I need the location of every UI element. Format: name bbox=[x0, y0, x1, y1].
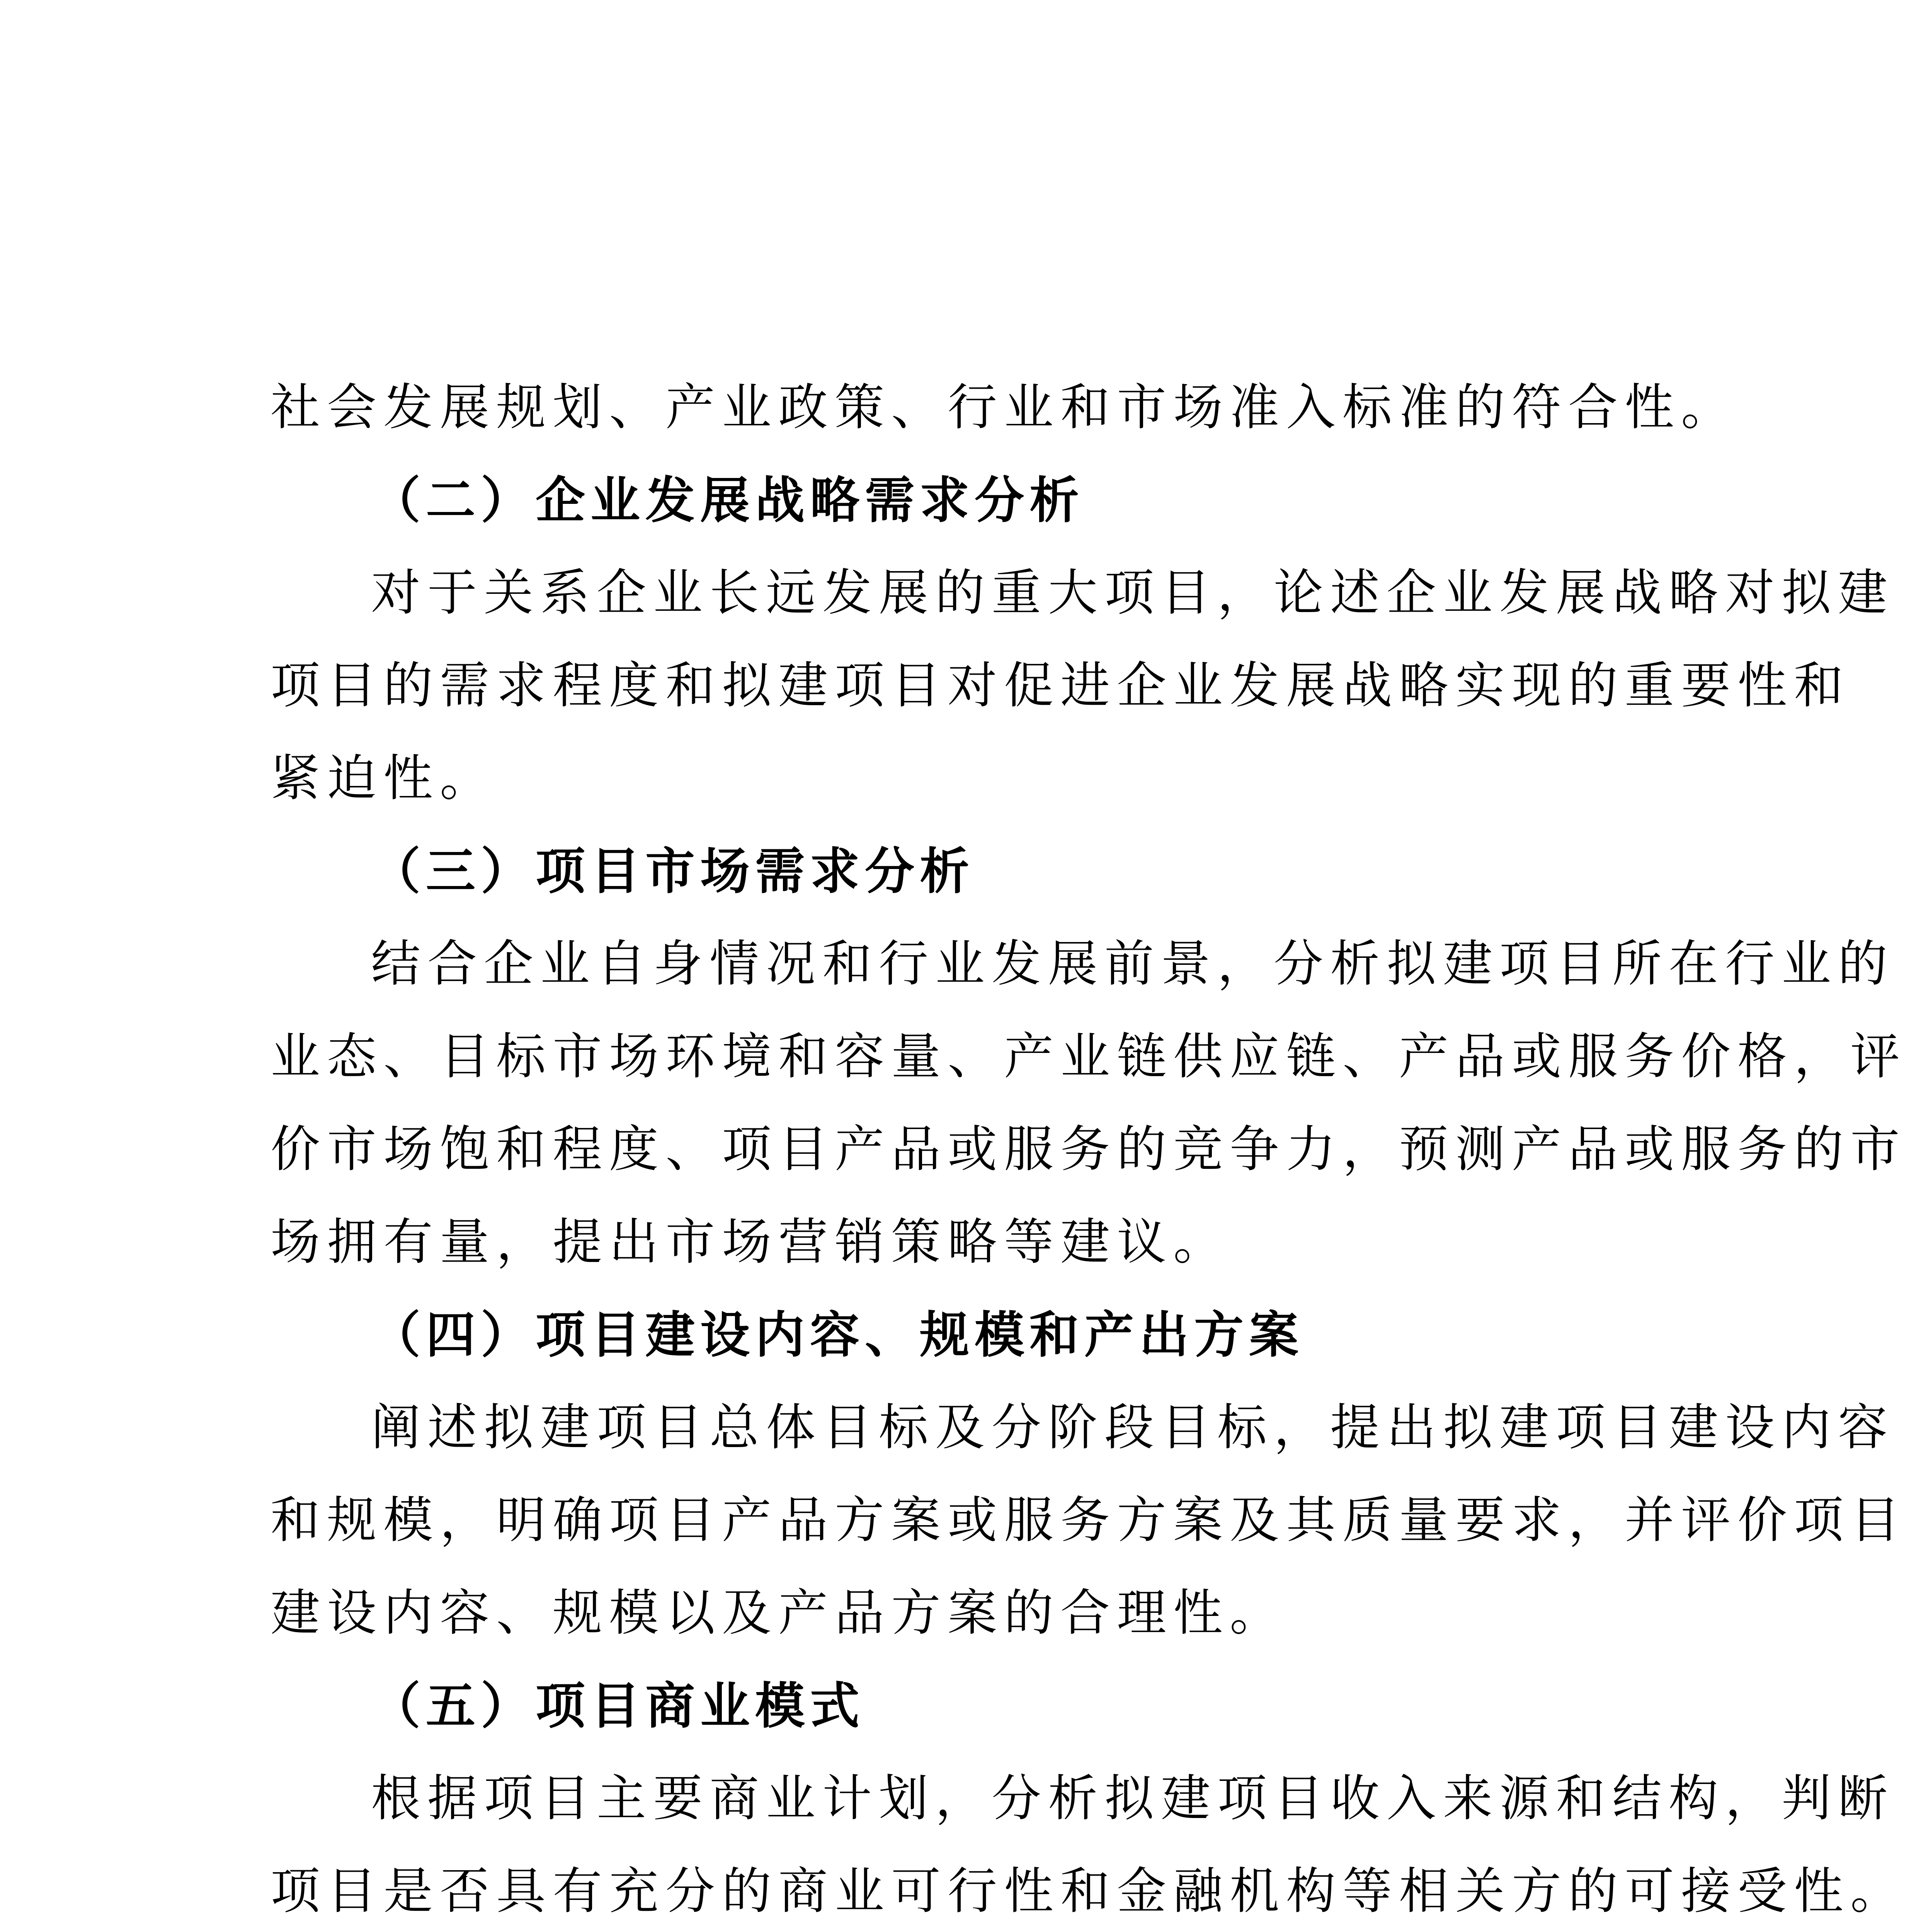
subsection-heading: （二）企业发展战略需求分析 bbox=[371, 471, 1085, 529]
paragraph-line: 场拥有量，提出市场营销策略等建议。 bbox=[271, 1213, 1230, 1271]
paragraph-line: 项目的需求程度和拟建项目对促进企业发展战略实现的重要性和 bbox=[271, 657, 1851, 714]
subsection-heading: （三）项目市场需求分析 bbox=[371, 842, 975, 900]
subsection-heading: （五）项目商业模式 bbox=[371, 1677, 865, 1735]
paragraph-line: 紧迫性。 bbox=[271, 750, 497, 807]
paragraph-line: 对于关系企业长远发展的重大项目，论述企业发展战略对拟建 bbox=[371, 564, 1895, 622]
paragraph-line: 和规模，明确项目产品方案或服务方案及其质量要求，并评价项目 bbox=[271, 1492, 1907, 1549]
paragraph-line: 建设内容、规模以及产品方案的合理性。 bbox=[271, 1584, 1286, 1642]
paragraph-line: 项目是否具有充分的商业可行性和金融机构等相关方的可接受性。 bbox=[271, 1862, 1907, 1920]
paragraph-line: 结合企业自身情况和行业发展前景，分析拟建项目所在行业的 bbox=[371, 935, 1895, 993]
paragraph-line: 根据项目主要商业计划，分析拟建项目收入来源和结构，判断 bbox=[371, 1770, 1895, 1827]
paragraph-line: 社会发展规划、产业政策、行业和市场准入标准的符合性。 bbox=[271, 379, 1738, 436]
paragraph-line: 业态、目标市场环境和容量、产业链供应链、产品或服务价格，评 bbox=[271, 1028, 1907, 1085]
paragraph-line: 阐述拟建项目总体目标及分阶段目标，提出拟建项目建设内容 bbox=[371, 1399, 1895, 1456]
paragraph-line: 价市场饱和程度、项目产品或服务的竞争力，预测产品或服务的市 bbox=[271, 1121, 1907, 1178]
subsection-heading: （四）项目建设内容、规模和产出方案 bbox=[371, 1306, 1304, 1364]
